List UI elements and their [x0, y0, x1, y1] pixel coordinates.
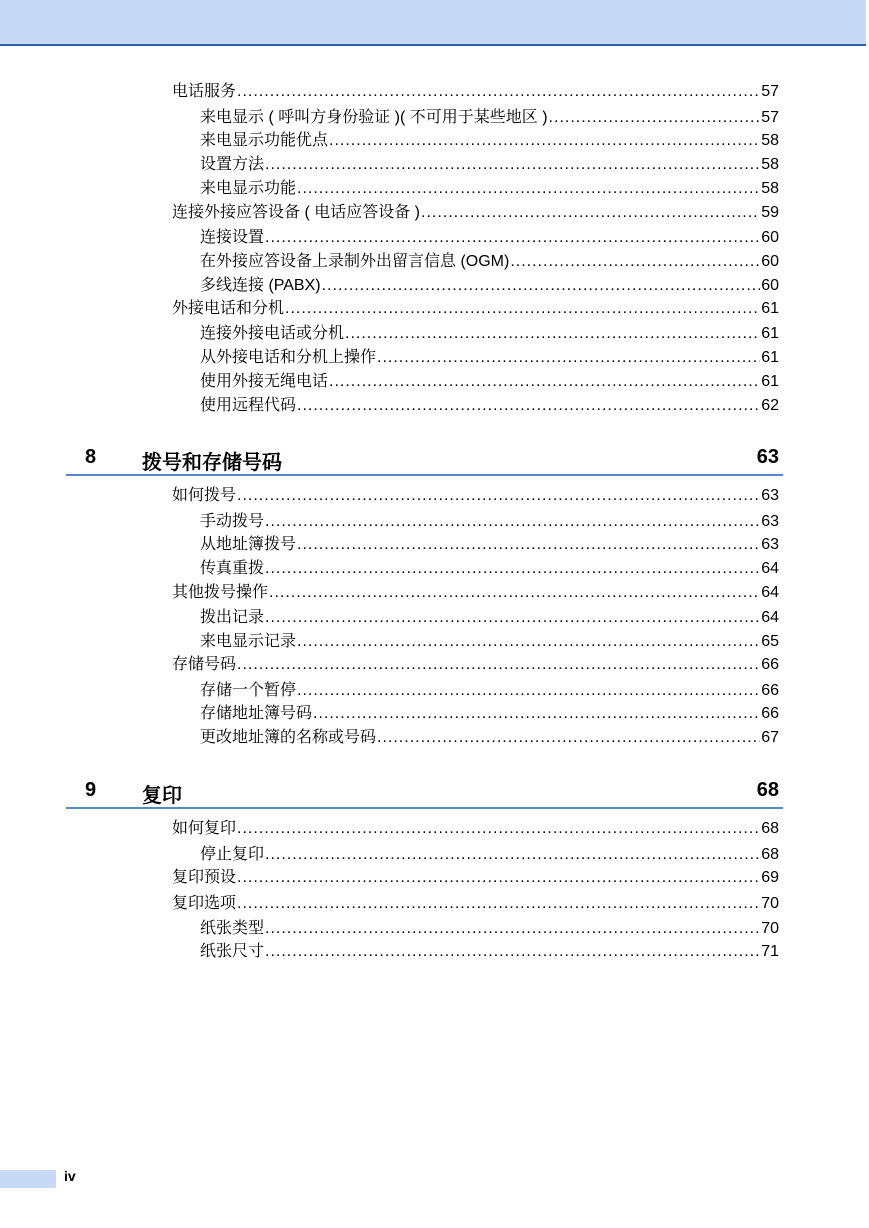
toc-entry-setup-method[interactable]: [200, 155, 779, 175]
toc-entry-title: 手动拨号: [200, 513, 265, 530]
toc-entry-title: 传真重拨: [200, 560, 265, 577]
toc-entry-title: 设置方法: [200, 156, 265, 173]
toc-entry-page: 61: [761, 373, 779, 390]
toc-entry-title: 如何复印: [172, 820, 237, 837]
toc-entry-page: 62: [761, 397, 779, 414]
toc-entry-title: 更改地址簿的名称或号码: [200, 729, 377, 746]
toc-entry-page: 60: [761, 253, 779, 270]
toc-entry-title: 从外接电话和分机上操作: [200, 349, 377, 366]
toc-entry-page: 64: [761, 584, 779, 601]
toc-entry-title: 如何拨号: [172, 487, 237, 504]
toc-entry-title: 连接外接应答设备 ( 电话应答设备 ): [172, 204, 420, 221]
toc-entry-stop-copy[interactable]: [200, 845, 779, 865]
toc-entry-caller-id-log[interactable]: [200, 632, 779, 652]
toc-entry-title: 外接电话和分机: [172, 300, 285, 317]
toc-entry-caller-id-function[interactable]: [200, 179, 779, 199]
leader-dots: [237, 819, 760, 839]
toc-entry-page: 61: [761, 300, 779, 317]
toc-entry-title: 在外接应答设备上录制外出留言信息 (OGM): [200, 253, 510, 270]
toc-entry-page: 63: [761, 513, 779, 530]
leader-dots: [377, 728, 760, 748]
toc-entry-page: 68: [761, 846, 779, 863]
toc-entry-page: 60: [761, 229, 779, 246]
toc-entry-title: 复印预设: [172, 869, 237, 886]
toc-entry-title: 其他拨号操作: [172, 584, 269, 601]
leader-dots: [329, 131, 760, 151]
leader-dots: [322, 276, 761, 296]
toc-entry-copy-presets[interactable]: [172, 868, 779, 888]
chapter-heading-8[interactable]: [66, 446, 783, 476]
toc-entry-title: 来电显示功能优点: [200, 132, 329, 149]
leader-dots: [377, 348, 760, 368]
toc-entry-page: 66: [761, 682, 779, 699]
toc-entry-title: 存储一个暂停: [200, 682, 297, 699]
toc-entry-title: 纸张类型: [200, 920, 265, 937]
toc-entry-fax-redial[interactable]: [200, 559, 779, 579]
toc-entry-store-pause[interactable]: [200, 681, 779, 701]
toc-entry-title: 电话服务: [172, 83, 237, 100]
chapter-title: 拨号和存储号码: [142, 452, 282, 474]
toc-entry-connect-external-phone[interactable]: [200, 324, 779, 344]
leader-dots: [297, 396, 760, 416]
toc-entry-title: 复印选项: [172, 895, 237, 912]
toc-entry-page: 70: [761, 920, 779, 937]
toc-entry-page: 68: [761, 820, 779, 837]
toc-entry-title: 连接设置: [200, 229, 265, 246]
leader-dots: [421, 203, 760, 223]
toc-entry-page: 58: [761, 156, 779, 173]
toc-entry-paper-type[interactable]: [200, 919, 779, 939]
leader-dots: [237, 82, 760, 102]
leader-dots: [265, 942, 760, 962]
toc-entry-connection-settings[interactable]: [200, 228, 779, 248]
toc-entry-connect-tad[interactable]: [172, 203, 779, 223]
toc-entry-outgoing-call-log[interactable]: [200, 608, 779, 628]
leader-dots: [329, 372, 760, 392]
toc-entry-cordless-phone[interactable]: [200, 372, 779, 392]
leader-dots: [297, 179, 760, 199]
toc-entry-title: 多线连接 (PABX): [200, 277, 321, 294]
toc-entry-change-address-book[interactable]: [200, 728, 779, 748]
toc-entry-title: 拨出记录: [200, 609, 265, 626]
toc-entry-address-book-dial[interactable]: [200, 535, 779, 555]
toc-entry-page: 65: [761, 633, 779, 650]
toc-entry-page: 69: [761, 869, 779, 886]
toc-entry-caller-id-benefits[interactable]: [200, 131, 779, 151]
toc-entry-page: 64: [761, 560, 779, 577]
toc-entry-how-to-dial[interactable]: [172, 486, 779, 506]
chapter-number: 9: [85, 779, 97, 801]
toc-entry-page: 71: [761, 943, 779, 960]
toc-entry-remote-codes[interactable]: [200, 396, 779, 416]
chapter-page: 68: [756, 779, 779, 801]
leader-dots: [297, 632, 760, 652]
toc-entry-page: 57: [761, 83, 779, 100]
toc-entry-storing-numbers[interactable]: [172, 655, 779, 675]
toc-entry-title: 使用远程代码: [200, 397, 297, 414]
toc-entry-title: 使用外接无绳电话: [200, 373, 329, 390]
toc-entry-page: 61: [761, 325, 779, 342]
leader-dots: [237, 894, 760, 914]
leader-dots: [265, 845, 760, 865]
toc-entry-how-to-copy[interactable]: [172, 819, 779, 839]
chapter-page: 63: [756, 446, 779, 468]
toc-entry-copy-options[interactable]: [172, 894, 779, 914]
toc-entry-record-ogm[interactable]: [200, 252, 779, 272]
toc-entry-page: 60: [761, 277, 779, 294]
toc-entry-title: 纸张尺寸: [200, 943, 265, 960]
leader-dots: [265, 608, 760, 628]
leader-dots: [297, 681, 760, 701]
toc-entry-title: 存储号码: [172, 656, 237, 673]
toc-entry-manual-dial[interactable]: [200, 512, 779, 532]
toc-entry-operate-from-extension[interactable]: [200, 348, 779, 368]
toc-entry-page: 64: [761, 609, 779, 626]
leader-dots: [265, 512, 760, 532]
toc-entry-page: 57: [761, 109, 779, 126]
toc-entry-telephone-services[interactable]: [172, 82, 779, 102]
leader-dots: [345, 324, 760, 344]
toc-entry-title: 来电显示记录: [200, 633, 297, 650]
toc-entry-title: 从地址簿拨号: [200, 536, 297, 553]
toc-entry-paper-size[interactable]: [200, 942, 779, 962]
chapter-title: 复印: [142, 785, 182, 807]
leader-dots: [237, 655, 760, 675]
toc-entry-title: 停止复印: [200, 846, 265, 863]
leader-dots: [510, 252, 760, 272]
toc-entry-page: 58: [761, 180, 779, 197]
toc-entry-page: 67: [761, 729, 779, 746]
toc-entry-page: 66: [761, 705, 779, 722]
leader-dots: [269, 583, 760, 603]
toc-entry-title: 存储地址簿号码: [200, 705, 313, 722]
toc-entry-page: 58: [761, 132, 779, 149]
leader-dots: [265, 155, 760, 175]
toc-entry-page: 66: [761, 656, 779, 673]
leader-dots: [549, 108, 761, 128]
leader-dots: [313, 704, 760, 724]
chapter-heading-9[interactable]: [66, 779, 783, 809]
leader-dots: [297, 535, 760, 555]
toc-entry-title: 连接外接电话或分机: [200, 325, 345, 342]
toc-entry-page: 59: [761, 204, 779, 221]
leader-dots: [237, 868, 760, 888]
page-number: iv: [64, 1168, 76, 1184]
toc-entry-title: 来电显示功能: [200, 180, 297, 197]
toc-entry-page: 63: [761, 536, 779, 553]
leader-dots: [285, 299, 760, 319]
leader-dots: [265, 228, 760, 248]
leader-dots: [265, 919, 760, 939]
toc-entry-external-phones[interactable]: [172, 299, 779, 319]
leader-dots: [265, 559, 760, 579]
toc-entry-caller-id[interactable]: [200, 108, 779, 128]
toc-entry-other-dial-operations[interactable]: [172, 583, 779, 603]
toc-entry-store-address-book[interactable]: [200, 704, 779, 724]
toc-entry-page: 70: [761, 895, 779, 912]
toc-entry-title: 来电显示 ( 呼叫方身份验证 )( 不可用于某些地区 ): [200, 109, 548, 126]
footer-tab: [0, 1170, 56, 1188]
toc-entry-page: 61: [761, 349, 779, 366]
toc-entry-page: 63: [761, 487, 779, 504]
chapter-number: 8: [85, 446, 97, 468]
leader-dots: [237, 486, 760, 506]
toc-entry-pabx[interactable]: [200, 276, 779, 296]
header-band: [0, 0, 866, 46]
